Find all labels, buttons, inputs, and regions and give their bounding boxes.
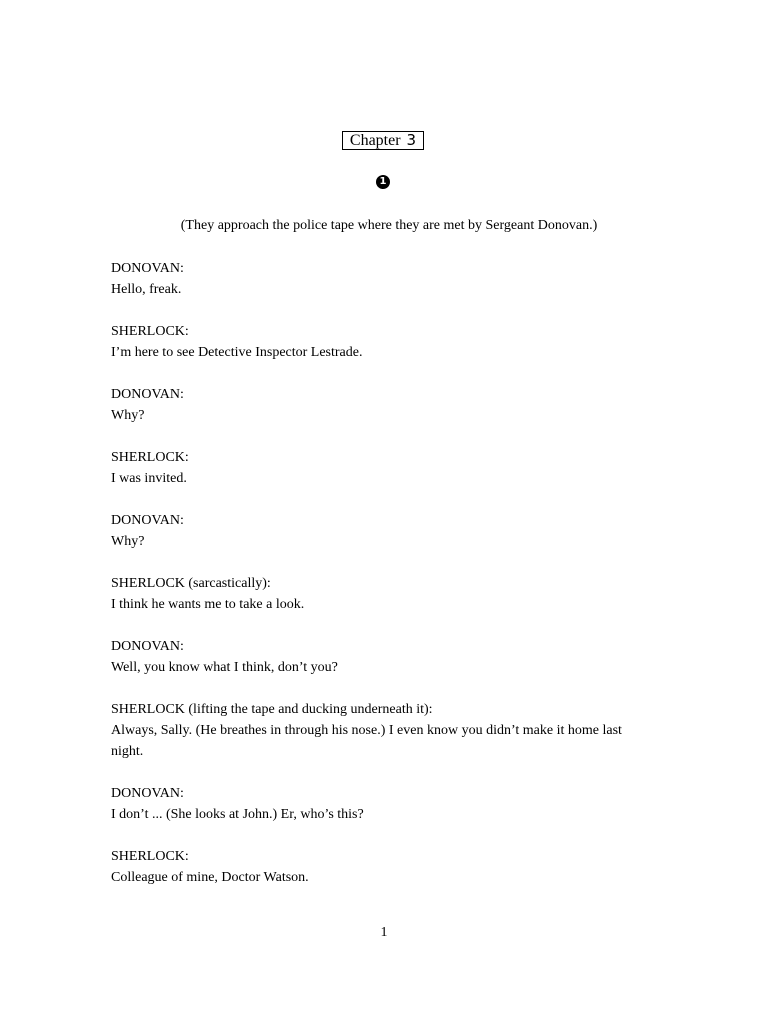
speaker-name: DONOVAN: — [111, 261, 184, 276]
chapter-heading — [342, 131, 424, 150]
speaker-name: SHERLOCK (lifting the tape and ducking underneath it): — [111, 702, 433, 717]
dialogue-script — [111, 258, 641, 909]
dialogue-block — [111, 384, 641, 426]
dialogue-block — [111, 573, 641, 615]
dialogue-line: I think he wants me to take a look. — [111, 597, 305, 612]
stage-direction: (They approach the police tape where they are met by Sergeant Donovan.) — [180, 218, 598, 233]
dialogue-block — [111, 321, 641, 363]
speaker-name: SHERLOCK (sarcastically): — [111, 576, 271, 591]
dialogue-line: Why? — [111, 408, 145, 423]
dialogue-line: I’m here to see Detective Inspector Lestrade. — [111, 345, 363, 360]
dialogue-block — [111, 510, 641, 552]
dialogue-block — [111, 636, 641, 678]
speaker-name: DONOVAN: — [111, 513, 184, 528]
speaker-name: SHERLOCK: — [111, 849, 189, 864]
speaker-name: DONOVAN: — [111, 639, 184, 654]
dialogue-line: I was invited. — [111, 471, 187, 486]
dialogue-block — [111, 846, 641, 888]
chapter-number: 3 — [406, 131, 417, 149]
page-number: 1 — [380, 925, 388, 940]
chapter-label: Chapter — [349, 132, 401, 149]
dialogue-line: Hello, freak. — [111, 282, 182, 297]
dialogue-line: Why? — [111, 534, 145, 549]
dialogue-line: Always, Sally. (He breathes in through his nose.) I even know you didn’t make it home last night. — [111, 723, 622, 759]
dialogue-line: Colleague of mine, Doctor Watson. — [111, 870, 309, 885]
ornament-number-icon: 1 — [376, 175, 390, 189]
speaker-name: SHERLOCK: — [111, 450, 189, 465]
dialogue-block — [111, 447, 641, 489]
dialogue-block — [111, 699, 641, 762]
speaker-name: SHERLOCK: — [111, 324, 189, 339]
speaker-name: DONOVAN: — [111, 786, 184, 801]
speaker-name: DONOVAN: — [111, 387, 184, 402]
dialogue-line: I don’t ... (She looks at John.) Er, who’s this? — [111, 807, 364, 822]
dialogue-block — [111, 258, 641, 300]
dialogue-line: Well, you know what I think, don’t you? — [111, 660, 338, 675]
dialogue-block — [111, 783, 641, 825]
